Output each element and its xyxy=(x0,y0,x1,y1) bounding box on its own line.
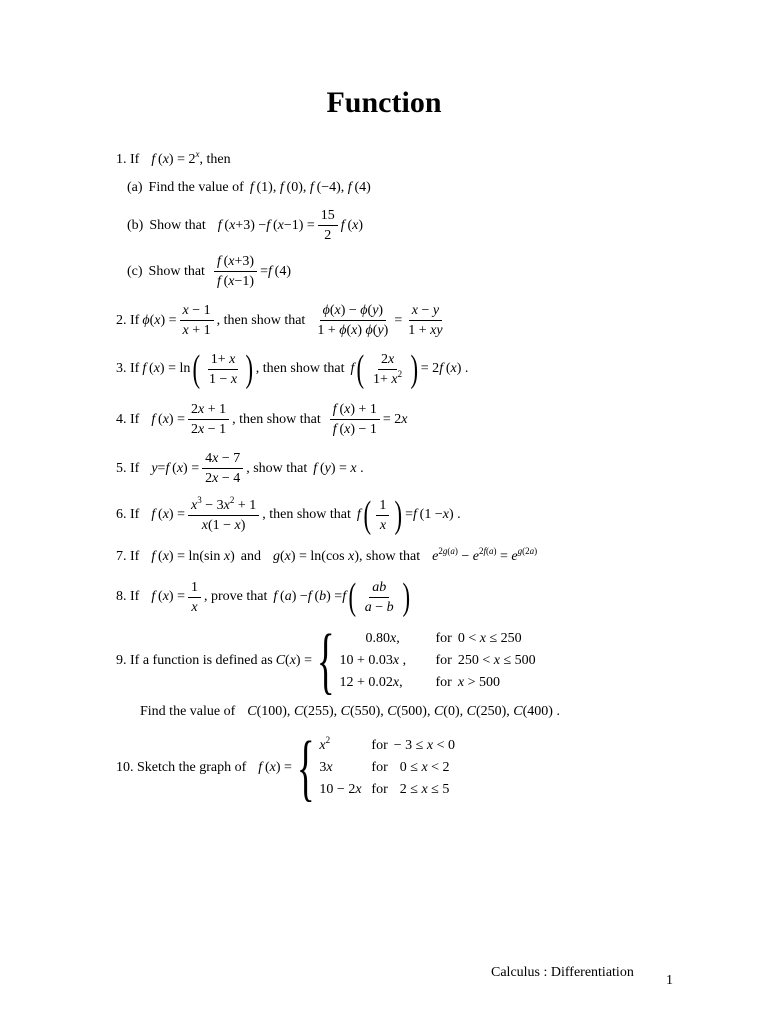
q4-label: 4. If xyxy=(116,411,140,427)
question-9-find xyxy=(140,704,560,720)
q1-label: 1. If xyxy=(116,152,140,167)
q8-result: f ( a ) − f ( b ) = f ( $\frac{ab}{a - b}$ ) xyxy=(273,576,410,618)
q6-formula: f ( x ) = $\frac{x^3 - 3x^2 + 1}{x(1 - x)}$ xyxy=(151,497,262,534)
q9-for-3: for xyxy=(435,675,452,690)
q5-result: f (y) = x . xyxy=(313,460,364,476)
question-4 xyxy=(116,401,408,438)
q4-result: $\frac{f (x) + 1}{f (x) - 1}$ = 2 x xyxy=(327,401,408,438)
q10-label: 10. Sketch the graph of xyxy=(116,760,247,775)
q7-f: f (x) = ln(sin x) xyxy=(151,549,235,564)
question-1b xyxy=(127,207,363,244)
q2-formula: ϕ ( x ) = $\frac{x - 1}{x + 1}$ xyxy=(142,302,216,339)
q3-formula: f ( x ) = ln ( $\frac{1+ x}{1 - x}$ ) xyxy=(142,348,254,390)
question-8 xyxy=(116,578,412,616)
q1a-formula: f (1), f (0), f (−4), f (4) xyxy=(249,180,371,195)
q1c-text: Show that xyxy=(148,263,205,279)
q3-label: 3. If xyxy=(116,361,140,376)
q1b-text: Show that xyxy=(149,217,206,233)
q5-label: 5. If xyxy=(116,460,140,476)
q4-formula: f ( x ) = $\frac{2x + 1}{2x - 1}$ xyxy=(151,401,232,438)
q7-and: and xyxy=(240,549,261,564)
q10-for-2: for xyxy=(371,760,388,775)
question-10 xyxy=(116,727,455,809)
question-1c xyxy=(127,253,291,290)
q6-then: , then show that xyxy=(262,507,351,522)
q3-result: f ( $\frac{2x}{1+ x^2}$ ) = 2 f ( x ) . xyxy=(350,348,469,390)
q9-for-1: for xyxy=(435,631,452,646)
question-5 xyxy=(116,450,364,487)
footer-text: Calculus : Differentiation xyxy=(491,965,634,980)
q9-cx: C(x) = xyxy=(275,653,312,668)
q10-brace: { xyxy=(296,727,315,809)
page-number: 1 xyxy=(666,973,673,988)
q3-then: , then show that xyxy=(255,361,345,376)
q1c-formula: $\frac{f (x+3)}{f (x-1)}$ = f (4) xyxy=(211,253,291,290)
q1a-label: (a) xyxy=(127,180,143,195)
q9-brace: { xyxy=(316,620,335,702)
q1c-label: (c) xyxy=(127,263,143,279)
q5-formula: y = f ( x ) = $\frac{4x - 7}{2x - 4}$ xyxy=(151,450,246,487)
q4-then: , then show that xyxy=(232,411,321,427)
q8-label: 8. If xyxy=(116,589,140,604)
q2-then: , then show that xyxy=(216,312,306,328)
question-3 xyxy=(116,350,468,388)
q10-fx: f (x) = xyxy=(258,760,292,775)
q10-for-1: for xyxy=(371,738,388,753)
q10-for-3: for xyxy=(371,782,388,797)
q1-formula: f $(x) = 2^x$ xyxy=(151,149,200,167)
q6-label: 6. If xyxy=(116,507,140,522)
q1a-text: Find the value of xyxy=(148,180,244,195)
q9-label: 9. If a function is defined as xyxy=(116,653,273,668)
q7-show: , show that xyxy=(359,549,421,564)
question-7 xyxy=(116,546,538,565)
q9-values: C(100), C(255), C(550), C(500), C(0), C(250), C(400) . xyxy=(247,704,560,719)
q2-label: 2. If xyxy=(116,312,140,328)
q10-pieces: $x^2$ for − 3 ≤ x < 0 3x for 0 ≤ x < 2 10 − 2x for 2 ≤ x ≤ 5 xyxy=(319,735,455,797)
question-1a xyxy=(127,180,371,196)
q7-result: $e^{2g(a)} - e^{2f(a)} = e^{g(2a)}$ xyxy=(432,546,538,564)
q9-find: Find the value of xyxy=(140,704,236,719)
question-2 xyxy=(116,302,449,339)
q7-g: g(x) = ln(cos x) xyxy=(272,549,360,564)
question-9 xyxy=(116,620,536,702)
q1-then: , then xyxy=(199,152,231,167)
q6-result: f ( $\frac{1}{x}$ ) = f (1 − x ) . xyxy=(356,494,461,536)
q9-for-2: for xyxy=(435,653,452,668)
question-1 xyxy=(116,149,231,168)
q2-result: $\frac{\phi(x) - \phi(y)}{1 + \phi(x) \phi(y)}$ = $\frac{x - y}{1 + xy}$ xyxy=(317,303,443,338)
question-6 xyxy=(116,496,461,534)
q7-label: 7. If xyxy=(116,549,140,564)
q5-then: , show that xyxy=(246,460,308,476)
q1b-label: (b) xyxy=(127,217,144,233)
q1b-formula: f ( x +3) − f ( x −1) = $\frac{15}{2}$ f ( x ) xyxy=(217,208,364,243)
q8-formula: f ( x ) = $\frac{1}{x}$ xyxy=(151,579,204,616)
page-title: Function xyxy=(326,86,442,119)
q8-prove: , prove that xyxy=(203,589,268,604)
q9-pieces: 0.80x, for 0 < x ≤ 250 10 + 0.03x , for 250 < x ≤ 500 12 + 0.02x, for x > 500 xyxy=(339,631,536,690)
